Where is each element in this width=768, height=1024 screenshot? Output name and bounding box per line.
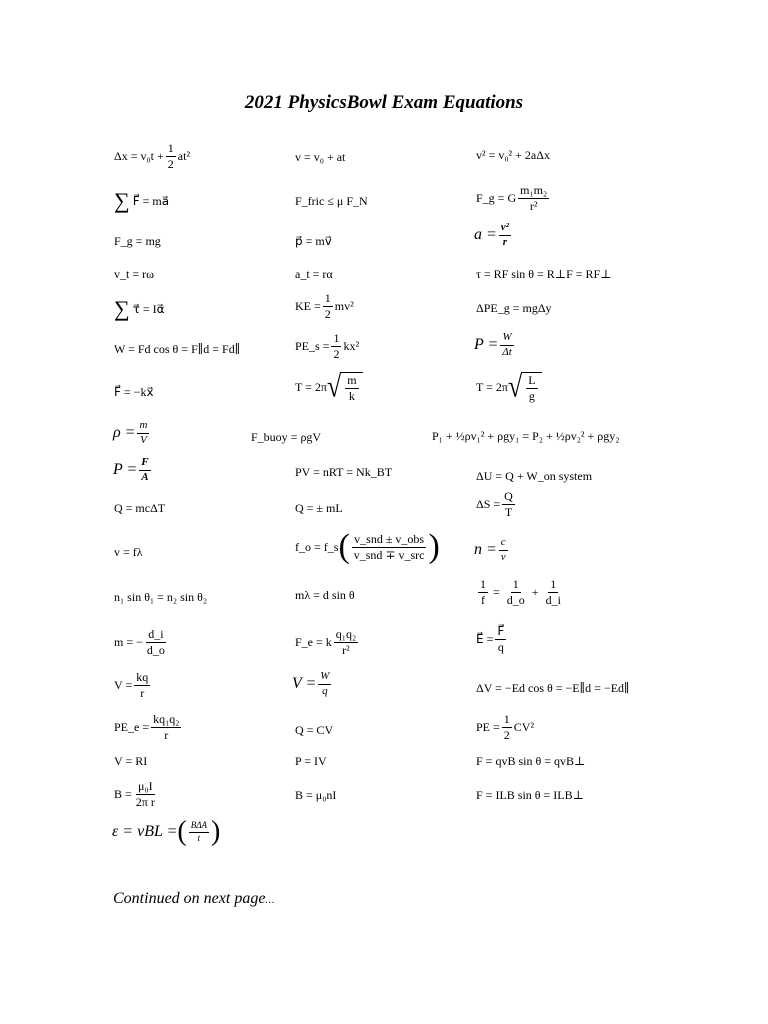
fraction (495, 625, 506, 653)
work-equation (114, 343, 240, 355)
bernoulli-equation (432, 430, 619, 442)
wave-speed-equation (114, 546, 143, 558)
fraction (518, 184, 549, 212)
fraction (318, 671, 331, 697)
eq-text: F_g = mg (114, 234, 161, 248)
eq-text: Q = ± mL (295, 501, 343, 515)
numerator: v_snd ± v_obs (354, 531, 425, 546)
denominator: k (348, 388, 355, 403)
eq-text: PV = nRT = Nk_BT (295, 465, 393, 479)
denominator: T (504, 504, 513, 519)
eq-text: v² = v₀² + 2aΔx (476, 148, 550, 162)
denominator: q (322, 684, 328, 697)
paren-open: ( (177, 816, 187, 847)
fraction (505, 578, 527, 606)
denominator: V (140, 433, 147, 446)
electric-pe-equation (114, 713, 183, 741)
hooke-law-equation (114, 386, 154, 398)
kinematics-velocity-equation (295, 151, 345, 163)
eq-text: F = qvB sin θ = qvB⊥ (476, 754, 586, 768)
radical-sign: √ (326, 369, 342, 404)
numerator: 1 (503, 712, 510, 726)
eq-text: F_g = G (476, 191, 517, 206)
numerator: Q (504, 489, 513, 503)
fraction (502, 490, 515, 518)
spring-pe-equation (295, 332, 359, 360)
eq-text: Δx = v₀t + (114, 149, 164, 164)
numerator: 1 (333, 331, 340, 345)
fraction (139, 457, 150, 483)
sum-symbol: ∑ (114, 188, 130, 213)
eq-text: at² (177, 149, 191, 164)
radical-sign: √ (507, 369, 523, 404)
fraction (500, 332, 514, 358)
newton-second-law-equation (114, 190, 169, 212)
entropy-equation (476, 490, 517, 518)
sum-symbol: ∑ (114, 296, 130, 321)
eq-text: P = IV (295, 754, 327, 768)
wire-field-equation (114, 780, 159, 808)
numerator: W (500, 332, 513, 346)
eq-text: v = fλ (114, 545, 143, 559)
refractive-index-equation (474, 537, 510, 563)
fraction (331, 332, 341, 360)
eq-text: ε = vBL = (112, 823, 178, 840)
heat-equation (114, 502, 165, 514)
eq-text: mv² (334, 299, 354, 314)
eq-text: v_t = rω (114, 267, 154, 281)
fraction (499, 537, 508, 563)
wire-force-equation (476, 789, 584, 801)
eq-text: PE_e = (114, 720, 150, 735)
lorentz-force-equation (476, 755, 585, 767)
denominator: f (481, 592, 485, 607)
fraction (145, 628, 167, 656)
doppler-equation (295, 530, 440, 564)
eq-text: F⃗ = −kx⃗ (114, 385, 154, 399)
eq-text: mλ = d sin θ (295, 588, 355, 602)
eq-text: KE = (295, 299, 321, 314)
eq-text: V = RI (114, 754, 148, 768)
denominator: 2 (324, 306, 331, 321)
denominator: g (528, 388, 535, 403)
numerator: μ₀I (138, 779, 153, 793)
numerator: 1 (324, 291, 331, 305)
capacitor-energy-equation (476, 713, 534, 741)
denominator: v_snd ∓ v_src (353, 547, 425, 562)
fraction (544, 578, 563, 606)
fraction (526, 374, 537, 402)
eq-text: B = μ₀nI (295, 788, 337, 802)
denominator: d_o (146, 642, 165, 657)
fraction (134, 780, 157, 808)
denominator: v (500, 550, 506, 563)
fraction (189, 821, 209, 843)
fraction (334, 628, 358, 656)
numerator: q₁q₂ (335, 627, 357, 641)
fraction (151, 713, 181, 741)
torque-equation (476, 268, 611, 280)
ideal-gas-equation (295, 466, 392, 478)
fraction (323, 292, 333, 320)
eq-text: P = (474, 336, 499, 354)
eq-text: PE = (476, 720, 500, 735)
numerator: kq₁q₂ (153, 712, 180, 726)
potential-difference-equation (476, 682, 630, 694)
eq-text: τ = RF sin θ = R⊥F = RF⊥ (476, 267, 612, 281)
paren-close: ) (211, 816, 221, 847)
denominator: Δt (502, 345, 512, 358)
footer-text: Continued on next page (113, 890, 266, 907)
paren-open: ( (338, 528, 350, 565)
eq-text: a = (474, 226, 497, 244)
eq-text: P = (113, 461, 138, 479)
eq-text: n₁ sin θ₁ = n₂ sin θ₂ (114, 590, 208, 604)
eq-text: n = (474, 541, 497, 559)
denominator: r² (342, 642, 350, 657)
voltage-work-equation (292, 671, 333, 697)
pendulum-period-equation (476, 369, 542, 404)
numerator: 1 (550, 577, 557, 591)
centripetal-acceleration-equation (474, 222, 513, 248)
eq-text: F_buoy = ρgV (251, 430, 322, 444)
eq-text: PE_s = (295, 339, 330, 354)
eq-text: F = ILB sin θ = ILB⊥ (476, 788, 584, 802)
latent-heat-equation (295, 502, 343, 514)
momentum-equation (295, 235, 332, 247)
electric-field-equation (476, 625, 508, 653)
fraction (502, 713, 512, 741)
coulomb-law-equation (295, 628, 360, 656)
solenoid-field-equation (295, 789, 336, 801)
eq-text: Q = mcΔT (114, 501, 166, 515)
paren-close: ) (428, 528, 440, 565)
motional-emf-equation (112, 818, 220, 846)
eq-text: ΔS = (476, 497, 501, 512)
denominator: r (140, 685, 145, 700)
ohm-law-equation (114, 755, 147, 767)
eq-text: T = 2π (476, 380, 508, 395)
eq-text: F_fric ≤ μ F_N (295, 194, 368, 208)
square-root (507, 369, 542, 404)
torque-sum-equation (114, 298, 165, 320)
denominator: 2 (333, 346, 340, 361)
denominator: q (497, 639, 504, 654)
snell-law-equation (114, 591, 207, 603)
numerator: c (499, 537, 508, 551)
fraction (478, 578, 488, 606)
capacitance-equation (295, 724, 333, 736)
first-law-equation (476, 470, 592, 482)
electric-power-equation (295, 755, 327, 767)
gravitation-equation (476, 184, 551, 212)
numerator: 1 (167, 141, 174, 155)
eq-text: F⃗ = ma⃗ (132, 194, 170, 208)
eq-text: Q = CV (295, 723, 334, 737)
eq-text: CV² (513, 720, 535, 735)
pressure-equation (113, 457, 153, 483)
eq-text: v = v₀ + at (295, 150, 346, 164)
diffraction-grating-equation (295, 589, 355, 601)
electric-potential-equation (114, 671, 152, 699)
kinematics-v-squared-equation (476, 149, 550, 161)
fraction (137, 420, 149, 446)
numerator: m (137, 420, 149, 434)
spring-period-equation (295, 369, 363, 404)
numerator: F (139, 457, 150, 471)
thin-lens-equation: $\frac{1}{f}$ = $\frac{1}{d\_o}$ + $\frac{1}{d\_i}$ (480, 577, 561, 607)
weight-equation (114, 235, 161, 247)
eq-text: ΔU = Q + W_on system (476, 469, 593, 483)
eq-text: ΔV = −Ed cos θ = −E∥d = −Ed∥ (476, 681, 630, 695)
eq-text: p⃗ = mv⃗ (295, 234, 332, 248)
buoyancy-equation (251, 431, 321, 443)
numerator: L (528, 373, 536, 387)
power-work-equation (474, 332, 516, 358)
fraction (134, 671, 150, 699)
numerator: 1 (512, 577, 519, 591)
eq-text: V = (292, 675, 317, 693)
denominator: r (502, 235, 508, 248)
density-equation (113, 420, 151, 446)
gravitational-pe-equation (476, 302, 552, 314)
numerator: d_i (148, 627, 164, 641)
tangential-acceleration-equation (295, 268, 333, 280)
numerator: v² (499, 222, 511, 236)
magnification-equation (114, 628, 169, 656)
eq-text: F_e = k (295, 635, 332, 650)
numerator: W (318, 671, 331, 685)
eq-text: T = 2π (295, 380, 327, 395)
eq-text: B = (114, 787, 132, 802)
eq-text: f_o = f_s (295, 540, 339, 554)
page-title: 2021 PhysicsBowl Exam Equations (244, 92, 524, 113)
continued-note (113, 890, 274, 908)
denominator: A (141, 470, 149, 483)
kinetic-energy-equation (295, 292, 354, 320)
denominator: 2 (503, 727, 510, 742)
denominator: r² (529, 198, 538, 213)
numerator: F⃗ (497, 624, 505, 638)
eq-text: V = (114, 678, 133, 693)
numerator: m₁m₂ (520, 183, 548, 197)
kinematics-displacement-equation (114, 142, 190, 170)
numerator: m (347, 373, 357, 387)
denominator: t (197, 832, 201, 843)
numerator: kq (136, 670, 149, 684)
denominator: 2π r (135, 794, 155, 809)
tangential-velocity-equation (114, 268, 154, 280)
denominator: d_i (545, 592, 561, 607)
eq-text: ΔPE_g = mgΔy (476, 301, 552, 315)
denominator: r (164, 727, 169, 742)
fraction (345, 374, 358, 402)
fraction (499, 222, 511, 248)
eq-text: W = Fd cos θ = F∥d = Fd∥ (114, 342, 241, 356)
fraction (352, 533, 427, 561)
friction-equation (295, 195, 368, 207)
denominator: d_o (506, 592, 525, 607)
numerator: 1 (480, 577, 486, 591)
eq-text: ρ = (113, 424, 136, 442)
numerator: BΔA (189, 821, 209, 832)
eq-text: τ⃗ = Iα⃗ (132, 302, 165, 316)
eq-text: m = − (114, 635, 143, 650)
square-root (326, 369, 363, 404)
footer-ellipsis: … (265, 895, 275, 906)
fraction (166, 142, 176, 170)
eq-text: P₁ + ½ρv₁² + ρgy₁ = P₂ + ½ρv₂² + ρgy₂ (432, 429, 620, 443)
eq-text: a_t = rα (295, 267, 333, 281)
eq-text: E⃗ = (476, 632, 494, 647)
eq-text: kx² (343, 339, 360, 354)
denominator: 2 (167, 156, 174, 171)
